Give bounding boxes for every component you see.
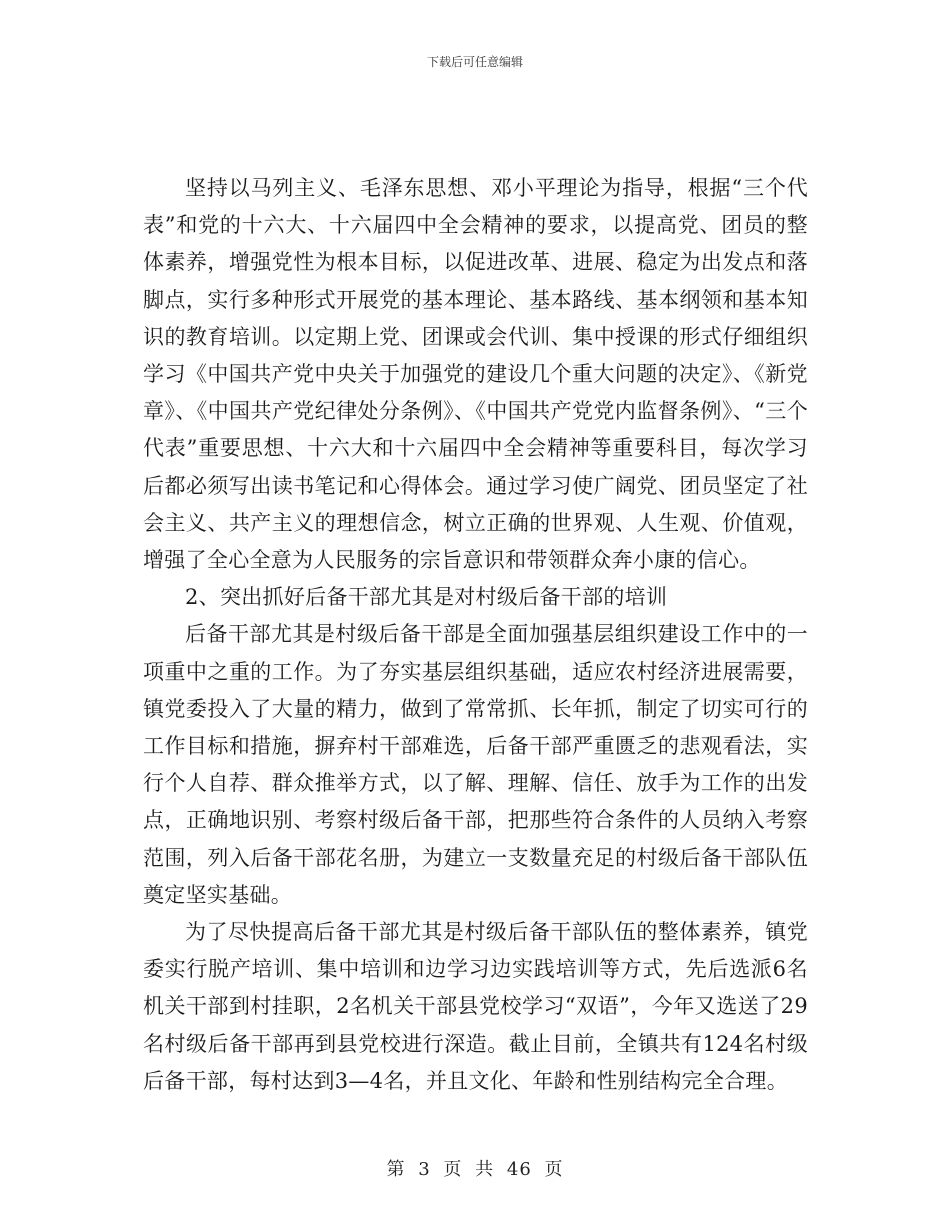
page-header: 下载后可任意编辑: [426, 55, 523, 69]
document-body: [143, 170, 808, 1100]
footer-page-number: 3: [418, 1159, 431, 1180]
footer-total-pages: 46: [506, 1159, 532, 1180]
paragraph-party-education: 坚持以马列主义、毛泽东思想、邓小平理论为指导，根据“三个代表”和党的十六大、十六届四中全会精神的要求，以提高党、团员的整体素养，增强党性为根本目标，以促进改革、进展、稳定为出发点和落脚点，实行多种形式开展党的基本理论、基本路线、基本纲领和基本知识的教育培训。以定期上党、团课或会代训、集中授课的形式仔细组织学习《中国共产党中央关于加强党的建设几个重大问题的决定》、《新党章》、《中国共产党纪律处分条例》、《中国共产党党内监督条例》、“三个代表”重要思想、十六大和十六届四中全会精神等重要科目，每次学习后都必须写出读书笔记和心得体会。通过学习使广阔党、团员坚定了社会主义、共产主义的理想信念，树立正确的世界观、人生观、价值观，增强了全心全意为人民服务的宗旨意识和带领群众奔小康的信心。: [143, 176, 808, 573]
footer-total-label: 页: [544, 1159, 564, 1180]
footer-total-prefix: 共: [475, 1159, 495, 1180]
section-heading-reserve-cadres: 2、突出抓好后备干部尤其是对村级后备干部的培训: [185, 585, 668, 610]
footer-page-prefix: 第: [386, 1159, 406, 1180]
paragraph-reserve-cadre-training: 为了尽快提高后备干部尤其是村级后备干部队伍的整体素养，镇党委实行脱产培训、集中培训和边学习边实践培训等方式，先后选派6名机关干部到村挂职，2名机关干部县党校学习“双语”，今年又选送了29名村级后备干部再到县党校进行深造。截止目前，全镇共有124名村级后备干部，每村达到3—4名，并且文化、年龄和性别结构完全合理。: [143, 920, 808, 1093]
paragraph-reserve-cadre-selection: 后备干部尤其是村级后备干部是全面加强基层组织建设工作中的一项重中之重的工作。为了夯实基层组织基础，适应农村经济进展需要，镇党委投入了大量的精力，做到了常常抓、长年抓，制定了切实可行的工作目标和措施，摒弃村干部难选，后备干部严重匮乏的悲观看法，实行个人自荐、群众推举方式，以了解、理解、信任、放手为工作的出发点，正确地识别、考察村级后备干部，把那些符合条件的人员纳入考察范围，列入后备干部花名册，为建立一支数量充足的村级后备干部队伍奠定坚实基础。: [143, 622, 808, 907]
page-footer: [0, 1155, 950, 1181]
footer-page-label: 页: [443, 1159, 463, 1180]
